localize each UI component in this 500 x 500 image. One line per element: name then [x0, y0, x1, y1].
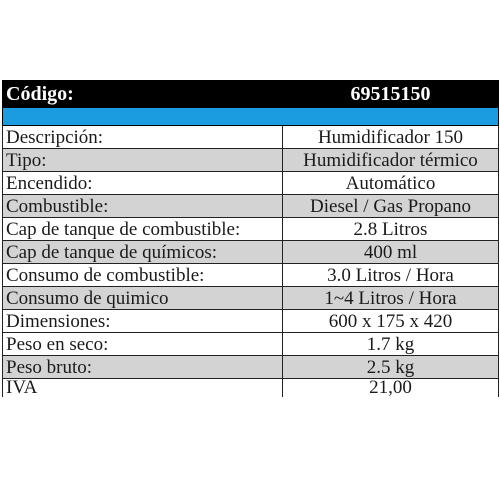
row-label: Tipo:: [3, 149, 283, 172]
table-row: [3, 333, 499, 356]
row-label: Encendido:: [3, 172, 283, 195]
table-row: [3, 126, 499, 149]
table-row: [3, 379, 499, 398]
table-row: [3, 287, 499, 310]
row-value: 2.8 Litros: [283, 218, 499, 241]
row-value: 3.0 Litros / Hora: [283, 264, 499, 287]
row-label: Peso en seco:: [3, 333, 283, 356]
row-value: Diesel / Gas Propano: [283, 195, 499, 218]
table-row: [3, 172, 499, 195]
row-value: Automático: [283, 172, 499, 195]
row-value: Humidificador térmico: [283, 149, 499, 172]
row-label: Dimensiones:: [3, 310, 283, 333]
row-label: Consumo de quimico: [3, 287, 283, 310]
row-label: Cap de tanque de químicos:: [3, 241, 283, 264]
table-row: [3, 356, 499, 379]
row-label: Consumo de combustible:: [3, 264, 283, 287]
row-value: Humidificador 150: [283, 126, 499, 149]
accent-bar: [3, 108, 499, 126]
row-label: IVA: [3, 379, 283, 398]
row-value: 2.5 kg: [283, 356, 499, 379]
table-row: [3, 149, 499, 172]
table-row: [3, 195, 499, 218]
code-value: 69515150: [283, 81, 499, 108]
row-value: 1.7 kg: [283, 333, 499, 356]
table-row: [3, 241, 499, 264]
row-label: Cap de tanque de combustible:: [3, 218, 283, 241]
row-value: 600 x 175 x 420: [283, 310, 499, 333]
table-row: [3, 310, 499, 333]
row-label: Peso bruto:: [3, 356, 283, 379]
row-label: Descripción:: [3, 126, 283, 149]
accent-bar-cell: [3, 108, 499, 126]
header-row: [3, 81, 499, 108]
table-row: [3, 218, 499, 241]
table-row: [3, 264, 499, 287]
spec-table: [2, 80, 499, 397]
row-value: 21,00: [283, 379, 499, 398]
row-value: 400 ml: [283, 241, 499, 264]
code-label: Código:: [3, 81, 283, 108]
row-label: Combustible:: [3, 195, 283, 218]
row-value: 1~4 Litros / Hora: [283, 287, 499, 310]
